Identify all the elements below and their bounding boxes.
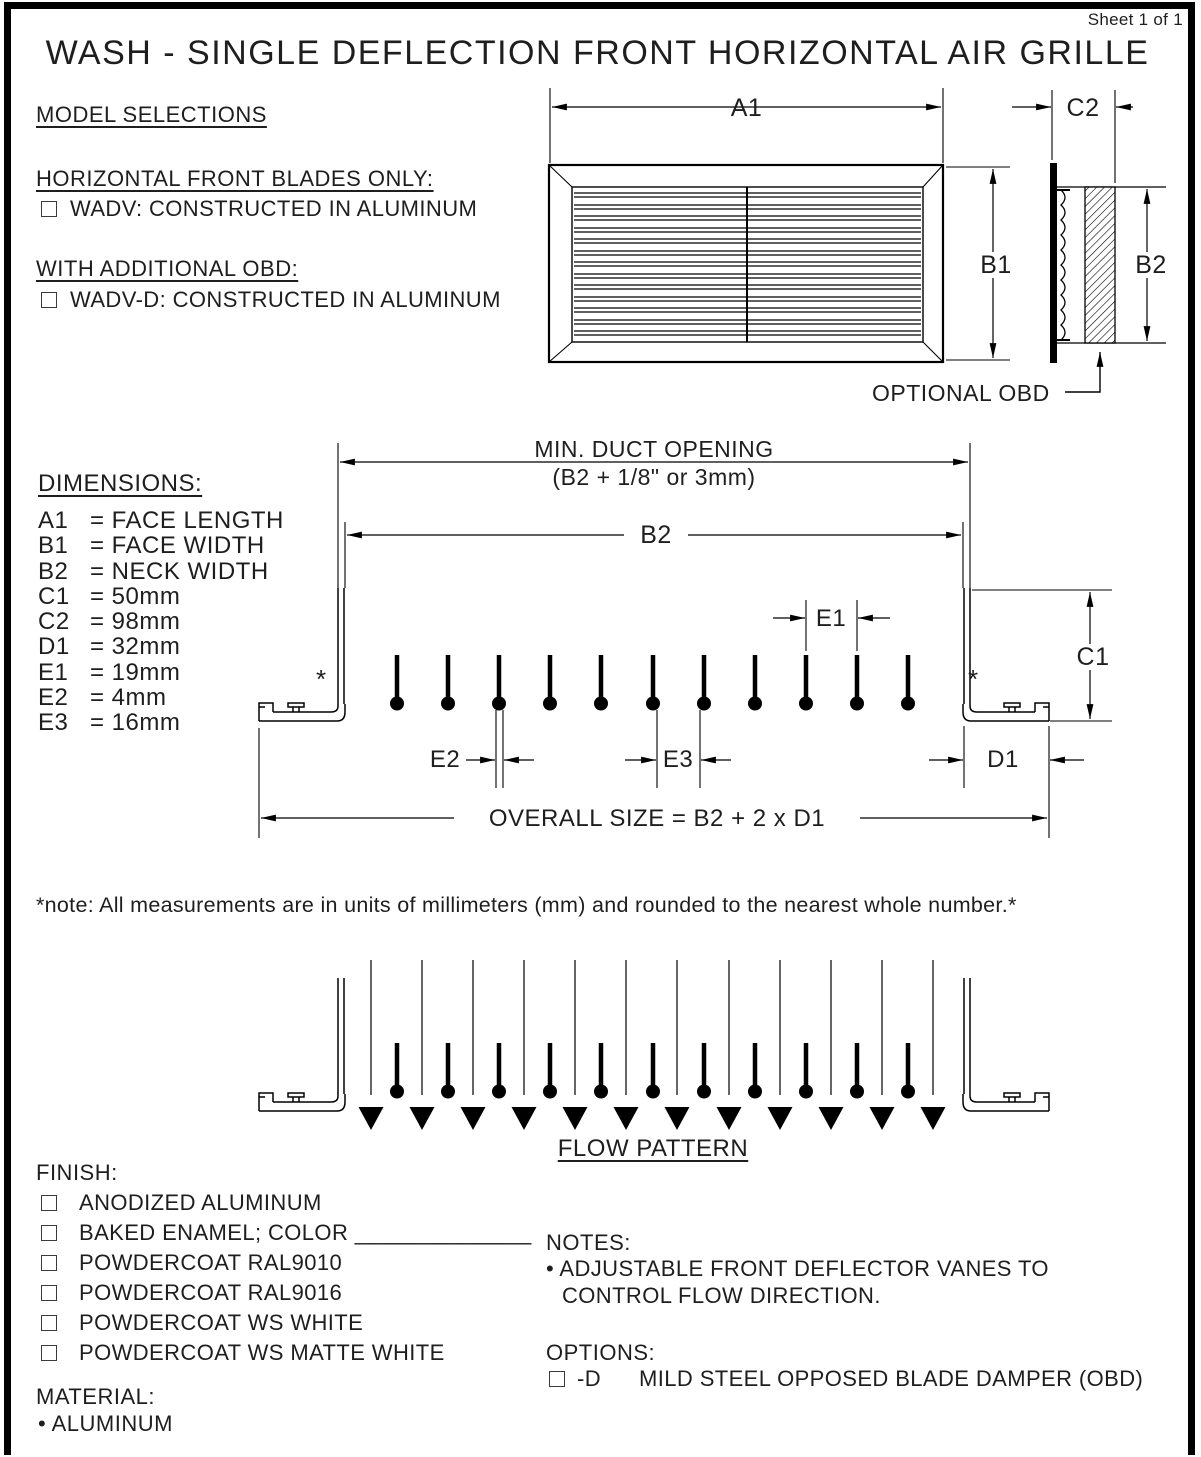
dimension-row: E1 = 19mm bbox=[38, 658, 181, 686]
finish-heading: FINISH: bbox=[36, 1160, 118, 1185]
finish-option: POWDERCOAT RAL9010 bbox=[41, 1250, 342, 1276]
page-title: WASH - SINGLE DEFLECTION FRONT HORIZONTAL AIR GRILLE bbox=[45, 34, 1150, 72]
dim-label-b2-section: B2 bbox=[624, 522, 688, 548]
wadv-d-checkbox[interactable] bbox=[41, 292, 57, 308]
finish-checkbox-ws-matte-white[interactable] bbox=[41, 1345, 57, 1361]
flow-blades bbox=[390, 1043, 915, 1099]
measurement-note: *note: All measurements are in units of millimeters (mm) and rounded to the nearest whole number.* bbox=[36, 893, 1017, 917]
finish-option: POWDERCOAT WS WHITE bbox=[41, 1310, 363, 1336]
flow-pattern-label: FLOW PATTERN bbox=[557, 1135, 749, 1162]
option-d-checkbox[interactable] bbox=[549, 1371, 565, 1387]
wadv-checkbox[interactable] bbox=[41, 201, 57, 217]
model-selections-heading: MODEL SELECTIONS bbox=[36, 102, 267, 127]
wadv-d-label: WADV-D: CONSTRUCTED IN ALUMINUM bbox=[70, 287, 501, 312]
sheet-number: Sheet 1 of 1 bbox=[1087, 10, 1183, 29]
min-duct-opening-label: MIN. DUCT OPENING bbox=[534, 436, 774, 462]
option-d-label: MILD STEEL OPPOSED BLADE DAMPER (OBD) bbox=[639, 1366, 1144, 1391]
dim-label-c2: C2 bbox=[1066, 94, 1100, 122]
notes-heading: NOTES: bbox=[546, 1230, 631, 1255]
dimensions-list bbox=[38, 508, 284, 736]
options-heading: OPTIONS: bbox=[546, 1340, 656, 1365]
finish-option: BAKED ENAMEL; COLOR ______________ bbox=[41, 1220, 532, 1246]
with-obd-heading: WITH ADDITIONAL OBD: bbox=[36, 256, 299, 281]
dim-label-b2-side: B2 bbox=[1121, 252, 1181, 278]
dim-label-d1: D1 bbox=[987, 746, 1019, 773]
option-d-code: -D bbox=[577, 1366, 602, 1391]
finish-checkbox-ws-white[interactable] bbox=[41, 1315, 57, 1331]
dim-label-e3: E3 bbox=[662, 746, 694, 773]
finish-checkbox-baked-enamel[interactable] bbox=[41, 1225, 57, 1241]
footnote-marker-right: * bbox=[968, 664, 979, 694]
dimension-row: C2 = 98mm bbox=[38, 608, 181, 636]
material-heading: MATERIAL: bbox=[36, 1384, 156, 1409]
footnote-marker-left: * bbox=[316, 664, 327, 694]
section-blades bbox=[390, 655, 915, 711]
wadv-label: WADV: CONSTRUCTED IN ALUMINUM bbox=[70, 196, 478, 221]
dim-label-a1: A1 bbox=[730, 94, 763, 122]
optional-obd-label: OPTIONAL OBD bbox=[872, 380, 1050, 406]
material-item: • ALUMINUM bbox=[38, 1411, 173, 1436]
section-view bbox=[259, 443, 1112, 838]
option-obd-damper bbox=[549, 1366, 1143, 1392]
finish-option: POWDERCOAT RAL9016 bbox=[41, 1280, 342, 1306]
technical-drawing bbox=[250, 85, 1185, 1135]
dimensions-heading: DIMENSIONS: bbox=[38, 470, 203, 497]
dim-label-b1: B1 bbox=[967, 252, 1025, 278]
grille-side-view bbox=[1012, 90, 1166, 392]
dimension-row: E3 = 16mm bbox=[38, 709, 181, 737]
dimension-row: C1 = 50mm bbox=[38, 582, 181, 610]
finish-checkbox-anodized[interactable] bbox=[41, 1195, 57, 1211]
dimension-row: E2 = 4mm bbox=[38, 684, 167, 712]
blades-only-heading: HORIZONTAL FRONT BLADES ONLY: bbox=[36, 166, 434, 191]
dimension-row: B2 = NECK WIDTH bbox=[38, 557, 269, 585]
dim-label-c1: C1 bbox=[1063, 644, 1123, 670]
finish-option: POWDERCOAT WS MATTE WHITE bbox=[41, 1340, 445, 1366]
finish-option: ANODIZED ALUMINUM bbox=[41, 1190, 322, 1216]
grille-front-view bbox=[549, 88, 1010, 362]
finish-checkbox-ral9016[interactable] bbox=[41, 1285, 57, 1301]
dim-label-e1: E1 bbox=[815, 605, 847, 632]
dim-label-e2: E2 bbox=[429, 746, 461, 773]
notes-item: • ADJUSTABLE FRONT DEFLECTOR VANES TO CONTROL FLOW DIRECTION. bbox=[546, 1256, 1049, 1308]
min-duct-formula-label: (B2 + 1/8" or 3mm) bbox=[552, 464, 756, 490]
finish-checkbox-ral9010[interactable] bbox=[41, 1255, 57, 1271]
flow-pattern-view bbox=[259, 960, 1049, 1130]
dimension-row: D1 = 32mm bbox=[38, 633, 181, 661]
dimension-row: B1 = FACE WIDTH bbox=[38, 532, 265, 560]
overall-size-label: OVERALL SIZE = B2 + 2 x D1 bbox=[454, 806, 860, 831]
dimension-row: A1 = FACE LENGTH bbox=[38, 507, 284, 534]
